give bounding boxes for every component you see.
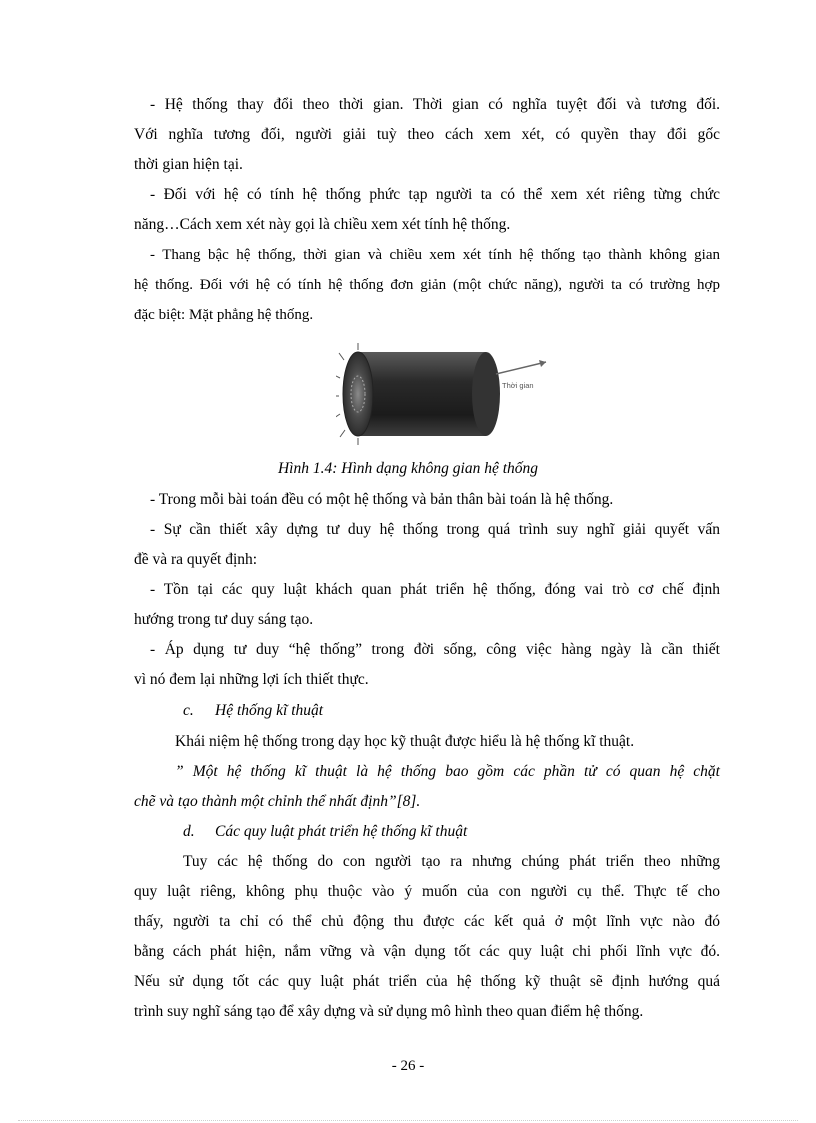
time-arrow <box>496 362 546 374</box>
paragraph-line: - Tồn tại các quy luật khách quan phát triển hệ thống, đóng vai trò cơ chế định <box>150 581 720 598</box>
paragraph-line: hướng trong tư duy sáng tạo. <box>134 611 314 628</box>
paragraph-line: năng…Cách xem xét này gọi là chiều xem xét tính hệ thống. <box>134 216 511 233</box>
system-space-figure <box>336 340 566 446</box>
heading-c-letter: c. <box>183 702 194 719</box>
paragraph-line: đề và ra quyết định: <box>134 551 258 568</box>
paragraph-line: - Đối với hệ có tính hệ thống phức tạp người ta có thể xem xét riêng từng chức <box>150 186 720 203</box>
quote-line: ” Một hệ thống kĩ thuật là hệ thống bao gồm các phần tử có quan hệ chặt <box>175 763 720 780</box>
paragraph-line: Khái niệm hệ thống trong dạy học kỹ thuật được hiểu là hệ thống kĩ thuật. <box>175 733 635 750</box>
paragraph-line: quy luật riêng, không phụ thuộc vào ý muốn của con người cụ thể. Thực tế cho <box>134 883 720 900</box>
paragraph-line: - Áp dụng tư duy “hệ thống” trong đời sống, công việc hàng ngày là cần thiết <box>150 641 720 658</box>
cylinder-diagram <box>336 340 566 446</box>
heading-c: Hệ thống kĩ thuật <box>215 702 324 719</box>
paragraph-line: - Trong mỗi bài toán đều có một hệ thống và bản thân bài toán là hệ thống. <box>150 491 614 508</box>
paragraph-line: đặc biệt: Mặt phẳng hệ thống. <box>134 307 314 323</box>
paragraph-line: - Hệ thống thay đổi theo thời gian. Thời gian có nghĩa tuyệt đối và tương đối. <box>150 96 720 113</box>
paragraph-line: thấy, người ta chỉ có thể chủ động thu được các kết quả ở một lĩnh vực nào đó <box>134 913 720 930</box>
cylinder-body <box>358 352 486 436</box>
time-arrow-head <box>539 360 546 367</box>
cylinder-face <box>343 352 373 436</box>
quote-line: chẽ và tạo thành một chỉnh thể nhất định”[8]. <box>134 793 421 810</box>
paragraph-line: trình suy nghĩ sáng tạo để xây dựng và sử dụng mô hình theo quan điểm hệ thống. <box>134 1003 644 1020</box>
cylinder-end <box>472 352 500 436</box>
page-border <box>18 1120 798 1121</box>
paragraph-line: - Thang bậc hệ thống, thời gian và chiều xem xét tính hệ thống tạo thành không gian <box>150 247 720 263</box>
heading-d: Các quy luật phát triển hệ thống kĩ thuật <box>215 823 468 840</box>
paragraph-line: hệ thống. Đối với hệ có tính hệ thống đơn giản (một chức năng), người ta có trường hợp <box>134 277 720 293</box>
paragraph-line: vì nó đem lại những lợi ích thiết thực. <box>134 671 369 688</box>
paragraph-line: Tuy các hệ thống do con người tạo ra nhưng chúng phát triển theo những <box>183 853 720 870</box>
paragraph-line: thời gian hiện tại. <box>134 156 243 173</box>
paragraph-line: Nếu sử dụng tốt các quy luật phát triển của hệ thống kỹ thuật sẽ định hướng quá <box>134 973 720 990</box>
heading-d-letter: d. <box>183 823 195 840</box>
time-label: Thời gian <box>502 381 534 390</box>
paragraph-line: Với nghĩa tương đối, người giải tuỳ theo cách xem xét, có quyền thay đổi gốc <box>134 126 720 143</box>
figure-caption: Hình 1.4: Hình dạng không gian hệ thống <box>277 460 539 477</box>
paragraph-line: - Sự cần thiết xây dựng tư duy hệ thống trong quá trình suy nghĩ giải quyết vấn <box>150 521 720 538</box>
page-number: - 26 - <box>391 1058 425 1074</box>
paragraph-line: bằng cách phát hiện, nắm vững và vận dụng tốt các quy luật chi phối lĩnh vực đó. <box>134 943 720 960</box>
